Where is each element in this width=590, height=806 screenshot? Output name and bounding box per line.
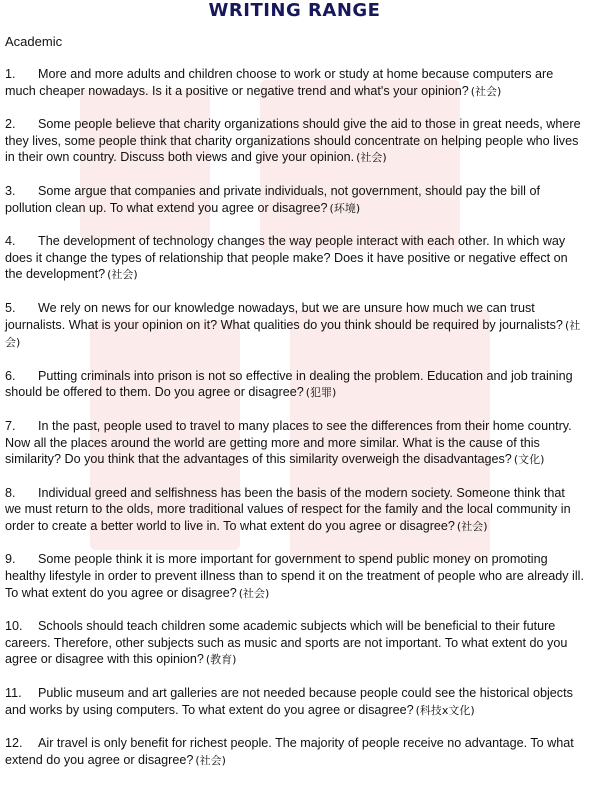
question-category: (社会) xyxy=(5,318,581,350)
question-category: (犯罪) xyxy=(305,386,337,400)
question-category: (环境) xyxy=(329,201,361,215)
question-item xyxy=(5,618,584,669)
question-text: Individual greed and selfishness has been the basis of the modern society. Someone think that we must return to the olds, more traditional values of respect for the family and the local community in order to create a better world to live in. To what extent do you agree or disagree? xyxy=(5,485,571,533)
question-category: (社会) xyxy=(195,753,226,767)
question-text: Some people think it is more important for government to spend public money on promoting healthy lifestyle in order to prevent illness than to spend it on the treatment of people who are already ill. To what extent do you agree or disagree? xyxy=(5,552,584,600)
question-category: (社会) xyxy=(456,519,488,533)
question-item xyxy=(5,116,584,167)
question-text: Some people believe that charity organizations should give the aid to those in great needs, where they lives, some people think that charity organizations should concentrate on helping people who lives in their own country. Discuss both views and give your opinion. xyxy=(5,117,581,165)
question-item xyxy=(5,183,584,217)
question-item xyxy=(5,66,584,100)
question-number: 4. xyxy=(5,234,16,249)
section-label: Academic xyxy=(5,34,63,49)
question-text: Putting criminals into prison is not so effective in dealing the problem. Education and job training should be offered to them. Do you agree or disagree? xyxy=(5,368,573,400)
question-item xyxy=(5,368,584,402)
question-category: (教育) xyxy=(205,653,237,667)
question-item xyxy=(5,735,584,769)
question-number: 5. xyxy=(5,300,16,315)
question-number: 8. xyxy=(5,485,16,500)
question-category: (社会) xyxy=(238,586,270,600)
question-text: Air travel is only benefit for richest people. The majority of people receive no advantage. To what extend do you agree or disagree? xyxy=(5,736,574,767)
question-number: 10. xyxy=(5,619,23,634)
question-number: 6. xyxy=(5,368,16,383)
question-category: (社会) xyxy=(470,84,502,98)
question-item xyxy=(5,418,584,469)
question-item xyxy=(5,233,584,284)
question-text: The development of technology changes the way people interact with each other. In which way does it change the types of relationship that people make? Does it have positive or negative effect on the development? xyxy=(5,234,568,282)
question-category: (科技x文化) xyxy=(415,703,475,717)
question-number: 1. xyxy=(5,67,16,81)
question-text: We rely on news for our knowledge nowadays, but we are unsure how much we can trust journalists. What is your opinion on it? What qualities do you think should be required by journalists? xyxy=(5,300,563,332)
question-number: 12. xyxy=(5,736,23,751)
question-number: 2. xyxy=(5,117,16,132)
question-item xyxy=(5,685,584,719)
page-title: WRITING RANGE xyxy=(208,0,381,21)
question-text: Some argue that companies and private individuals, not government, should pay the bill of pollution clean up. To what extend you agree or disagree? xyxy=(5,183,540,215)
question-category: (社会) xyxy=(356,151,387,165)
question-category: (文化) xyxy=(513,453,545,467)
question-text: Schools should teach children some academic subjects which will be beneficial to their future careers. Therefore, other subjects such as music and sports are not important. To what extent do you agree or disagree with this opinion? xyxy=(5,619,568,667)
question-number: 11. xyxy=(5,686,22,701)
question-item xyxy=(5,551,584,602)
question-text: Public museum and art galleries are not needed because people could see the historical objects and works by using computers. To what extent do you agree or disagree? xyxy=(5,686,573,717)
question-text: More and more adults and children choose to work or study at home because computers are much cheaper nowadays. Is it a positive or negative trend and what's your opinion? xyxy=(5,67,554,98)
question-number: 3. xyxy=(5,183,16,198)
question-item xyxy=(5,485,584,536)
question-number: 7. xyxy=(5,418,16,433)
question-number: 9. xyxy=(5,552,16,567)
question-text: In the past, people used to travel to many places to see the differences from their home country. Now all the places around the world are getting more and more similar. What is the cause of this similarity? Do you think that the advantages of this similarity overweigh the disadvantages? xyxy=(5,418,572,467)
question-category: (社会) xyxy=(107,268,138,282)
question-item xyxy=(5,300,584,352)
